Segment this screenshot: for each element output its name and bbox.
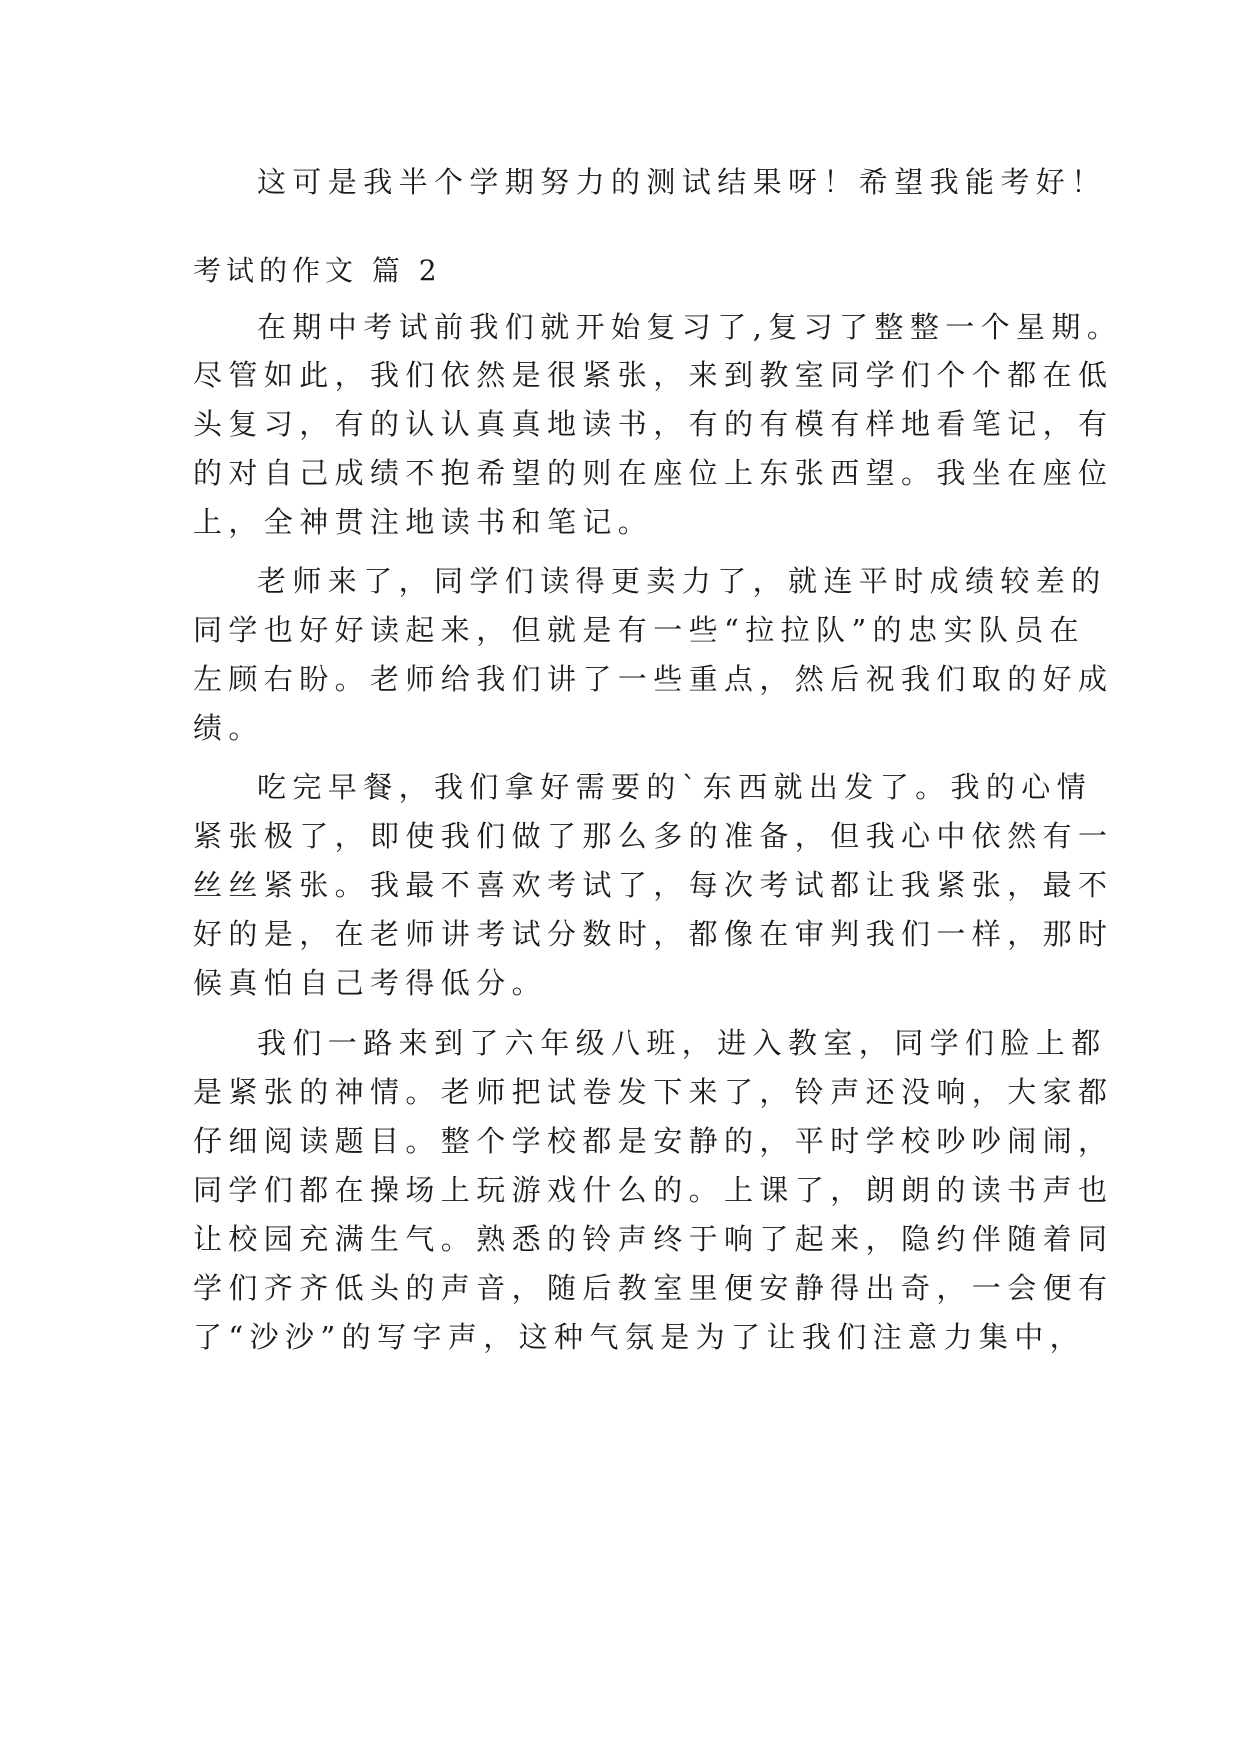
text-line: 同学也好好读起来，但就是有一些“拉拉队”的忠实队员在 — [193, 613, 1086, 647]
text-line: 老师来了，同学们读得更卖力了，就连平时成绩较差的 — [257, 564, 1107, 598]
text-line: 左顾右盼。老师给我们讲了一些重点，然后祝我们取的好成 — [193, 662, 1114, 696]
text-line: 上，全神贯注地读书和笔记。 — [193, 505, 654, 539]
text-line: 绩。 — [193, 711, 264, 745]
text-line: 仔细阅读题目。整个学校都是安静的，平时学校吵吵闹闹， — [193, 1124, 1114, 1158]
text-line: 头复习，有的认认真真地读书，有的有模有样地看笔记，有 — [193, 407, 1114, 441]
text-line: 在期中考试前我们就开始复习了,复习了整整一个星期。 — [257, 310, 1123, 344]
text-line: 的对自己成绩不抱希望的则在座位上东张西望。我坐在座位 — [193, 456, 1114, 490]
text-line: 丝丝紧张。我最不喜欢考试了，每次考试都让我紧张，最不 — [193, 868, 1114, 902]
intro-line: 这可是我半个学期努力的测试结果呀！希望我能考好！ — [257, 165, 1107, 199]
text-line: 同学们都在操场上玩游戏什么的。上课了，朗朗的读书声也 — [193, 1173, 1114, 1207]
section-heading: 考试的作文 篇 2 — [193, 254, 442, 287]
text-line: 候真怕自己考得低分。 — [193, 966, 548, 1000]
text-line: 好的是，在老师讲考试分数时，都像在审判我们一样，那时 — [193, 917, 1114, 951]
text-line: 尽管如此，我们依然是很紧张，来到教室同学们个个都在低 — [193, 358, 1114, 392]
text-line: 学们齐齐低头的声音，随后教室里便安静得出奇，一会便有 — [193, 1271, 1114, 1305]
text-line: 让校园充满生气。熟悉的铃声终于响了起来，隐约伴随着同 — [193, 1222, 1114, 1256]
text-line: 吃完早餐，我们拿好需要的`东西就出发了。我的心情 — [257, 770, 1093, 804]
text-line: 紧张极了，即使我们做了那么多的准备，但我心中依然有一 — [193, 819, 1114, 853]
text-line: 了“沙沙”的写字声，这种气氛是为了让我们注意力集中， — [193, 1320, 1086, 1354]
text-line: 是紧张的神情。老师把试卷发下来了，铃声还没响，大家都 — [193, 1075, 1114, 1109]
text-line: 我们一路来到了六年级八班，进入教室，同学们脸上都 — [257, 1026, 1107, 1060]
